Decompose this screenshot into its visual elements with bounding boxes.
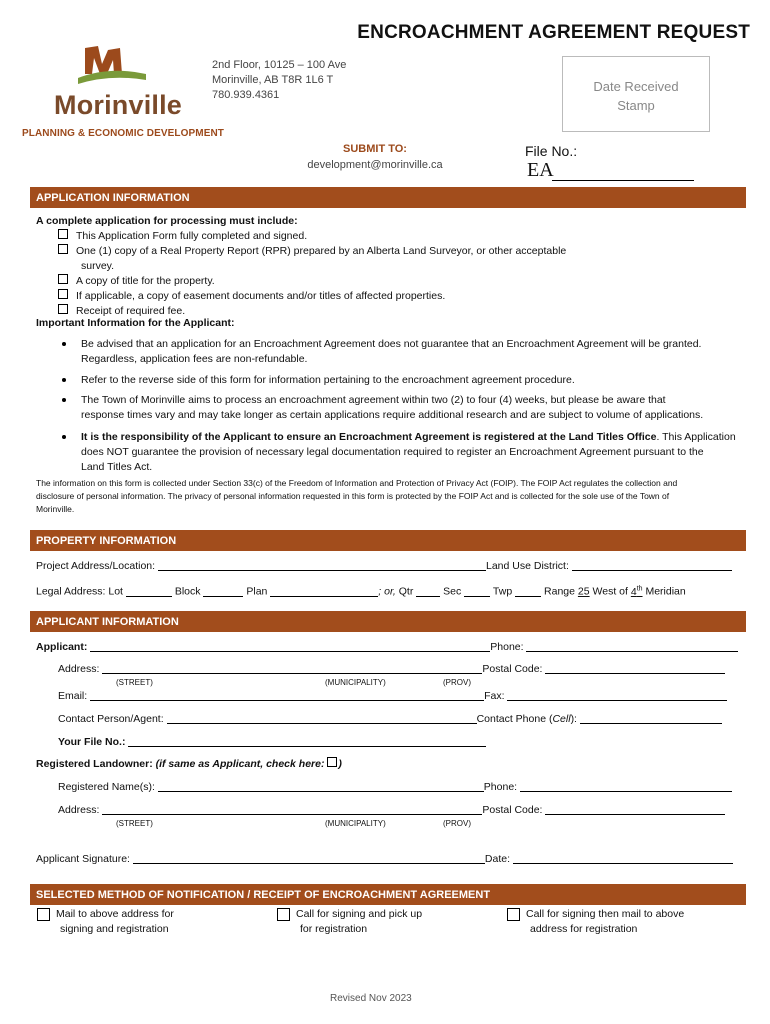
stamp-label: Date Received [593,79,679,94]
range-value: 25 [577,585,590,598]
address-label: Address: [58,663,100,675]
submit-label: SUBMIT TO: [343,143,407,155]
address-row [58,662,725,677]
meridian-label: Meridian [645,585,686,598]
section-property-information: PROPERTY INFORMATION [30,530,746,551]
meridian-value: 4th [630,585,643,598]
file-no-label: File No.: [525,143,578,159]
phone-number: 780.939.4361 [212,89,280,101]
info-bullet: Be advised that an application for an Encroachment Agreement does not guarantee that an Encroachment Agreement will be granted. Regardless, application fees are non-refundable. [81,338,702,365]
applicant-row [36,640,738,655]
postal-code-label: Postal Code: [482,663,543,675]
checklist-item: If applicable, a copy of easement documents and/or titles of affected properties. [58,289,566,304]
same-as-applicant-checkbox[interactable] [327,757,337,767]
contact-phone-label: Contact Phone (Cell): [476,713,577,725]
your-file-label: Your File No.: [58,736,126,748]
your-file-field[interactable] [128,735,486,747]
checkbox-icon[interactable] [58,229,68,239]
contact-row [58,712,722,727]
mail-option-checkbox[interactable] [37,908,50,921]
street-caption: (STREET) [116,678,153,687]
file-prefix: EA [527,159,554,181]
file-no-field[interactable] [552,180,694,181]
land-use-label: Land Use District: [486,560,569,572]
fax-label: Fax: [484,690,505,702]
project-address-label: Project Address/Location: [36,560,156,572]
form-title: ENCROACHMENT AGREEMENT REQUEST [357,22,750,43]
twp-field[interactable] [515,585,541,597]
checklist-item: This Application Form fully completed and signed. [58,229,566,244]
plan-label: Plan [246,585,268,598]
submit-to [300,141,450,173]
legal-address-label: Legal Address: Lot [36,585,123,598]
checklist [58,229,566,319]
twp-label: Twp [492,585,513,598]
landowner-address-row [58,803,725,818]
address-line: Morinville, AB T8R 1L6 T [212,74,334,86]
your-file-row [58,735,486,750]
info-bullet: Refer to the reverse side of this form for information pertaining to the encroachment agreement procedure. [81,374,575,386]
registered-names-row [58,780,732,795]
important-info-title: Important Information for the Applicant: [36,317,235,329]
address-field[interactable] [102,662,482,674]
checklist-item: One (1) copy of a Real Property Report (RPR) prepared by an Alberta Land Surveyor, or other acceptable [58,244,566,259]
street-caption: (STREET) [116,819,153,828]
registered-names-field[interactable] [158,780,484,792]
landowner-address-label: Address: [58,804,100,816]
registered-landowner-label: Registered Landowner: [36,758,153,770]
checkbox-icon[interactable] [58,304,68,314]
section-application-information: APPLICATION INFORMATION [30,187,746,208]
block-label: Block [174,585,201,598]
checkbox-icon[interactable] [58,274,68,284]
applicant-label: Applicant: [36,641,88,653]
checklist-item: Receipt of required fee. [58,304,566,319]
contact-person-field[interactable] [167,712,477,724]
landowner-phone-field[interactable] [520,780,732,792]
logo-wordmark: Morinville [54,90,183,120]
lot-field[interactable] [126,585,172,597]
landowner-phone-label: Phone: [483,781,518,793]
notification-option-call-mail: Call for signing then mail to above address for registration [526,908,685,935]
landowner-postal-field[interactable] [545,803,725,815]
revision-footer: Revised Nov 2023 [330,993,412,1004]
sec-label: Sec [443,585,462,598]
call-mail-option-checkbox[interactable] [507,908,520,921]
same-as-label: (if same as Applicant, check here: [155,758,325,770]
registered-landowner-row: Registered Landowner: (if same as Applicant, check here: ) [36,758,342,770]
notification-option-pickup: Call for signing and pick up for registration [296,908,423,935]
range-label: Range [544,585,575,598]
applicant-field[interactable] [90,640,490,652]
municipality-caption: (MUNICIPALITY) [325,819,386,828]
checkbox-icon[interactable] [58,289,68,299]
sec-field[interactable] [464,585,490,597]
section-applicant-information: APPLICANT INFORMATION [30,611,746,632]
postal-code-field[interactable] [545,662,725,674]
email-field[interactable] [90,689,484,701]
date-field[interactable] [513,852,733,864]
prov-caption: (PROV) [443,819,471,828]
address-line: 2nd Floor, 10125 – 100 Ave [212,59,347,71]
qtr-label: Qtr [398,585,414,598]
email-label: Email: [58,690,88,702]
info-bullet: The Town of Morinville aims to process an encroachment agreement within two (2) to four (4) weeks, but please be aware that response times vary and may take longer as certain applications require additional research and are subject to volume of applications. [81,394,704,421]
qtr-field[interactable] [416,585,440,597]
foip-notice: The information on this form is collected under Section 33(c) of the Freedom of Information and Protection of Privacy Act (FOIP). The FOIP Act regulates the collection and disclosure of personal information. The privacy of personal information requested in this form is protected by the FOIP Act and is collected for the sole use of the Town of Morinville. [36,478,678,514]
stamp-label: Stamp [617,98,655,113]
section-notification: SELECTED METHOD OF NOTIFICATION / RECEIPT OF ENCROACHMENT AGREEMENT [30,884,746,905]
department-name: PLANNING & ECONOMIC DEVELOPMENT [22,128,224,139]
bullet-icon [62,342,66,346]
email-row [58,689,727,704]
landowner-address-field[interactable] [102,803,482,815]
submit-email-link[interactable]: development@morinville.ca [307,159,443,171]
phone-field[interactable] [526,640,738,652]
phone-label: Phone: [490,641,524,653]
office-address [212,58,346,103]
checklist-item-continued: survey. [81,260,115,272]
landowner-postal-label: Postal Code: [482,804,543,816]
prov-caption: (PROV) [443,678,471,687]
notification-option-mail: Mail to above address for signing and registration [56,908,174,935]
contact-phone-field[interactable] [580,712,722,724]
signature-row [36,852,733,867]
plan-field[interactable] [270,585,378,597]
bullet-icon [62,398,66,402]
checkbox-icon[interactable] [58,244,68,254]
legal-address-row [36,581,686,600]
registered-names-label: Registered Name(s): [58,781,155,793]
project-address-field[interactable] [158,559,486,571]
project-address-row [36,559,732,574]
fax-field[interactable] [507,689,727,701]
block-field[interactable] [203,585,243,597]
info-bullet-land-titles: It is the responsibility of the Applicant to ensure an Encroachment Agreement is registered at the Land Titles Office. This Application does NOT guarantee the provision of necessary legal documentation required to register an Encroachment Agreement pursuant to the Land Titles Act. [81,431,736,473]
date-received-stamp-box [562,56,710,132]
date-label: Date: [484,853,511,865]
municipality-caption: (MUNICIPALITY) [325,678,386,687]
bullet-icon [62,435,66,439]
or-label: ; or, [378,585,396,598]
checklist-item: A copy of title for the property. [58,274,566,289]
complete-application-title: A complete application for processing must include: [36,215,298,227]
signature-field[interactable] [133,852,485,864]
contact-person-label: Contact Person/Agent: [58,713,164,725]
pickup-option-checkbox[interactable] [277,908,290,921]
signature-label: Applicant Signature: [36,853,130,865]
west-of-label: West of [592,585,628,598]
bullet-icon [62,378,66,382]
land-use-field[interactable] [572,559,732,571]
